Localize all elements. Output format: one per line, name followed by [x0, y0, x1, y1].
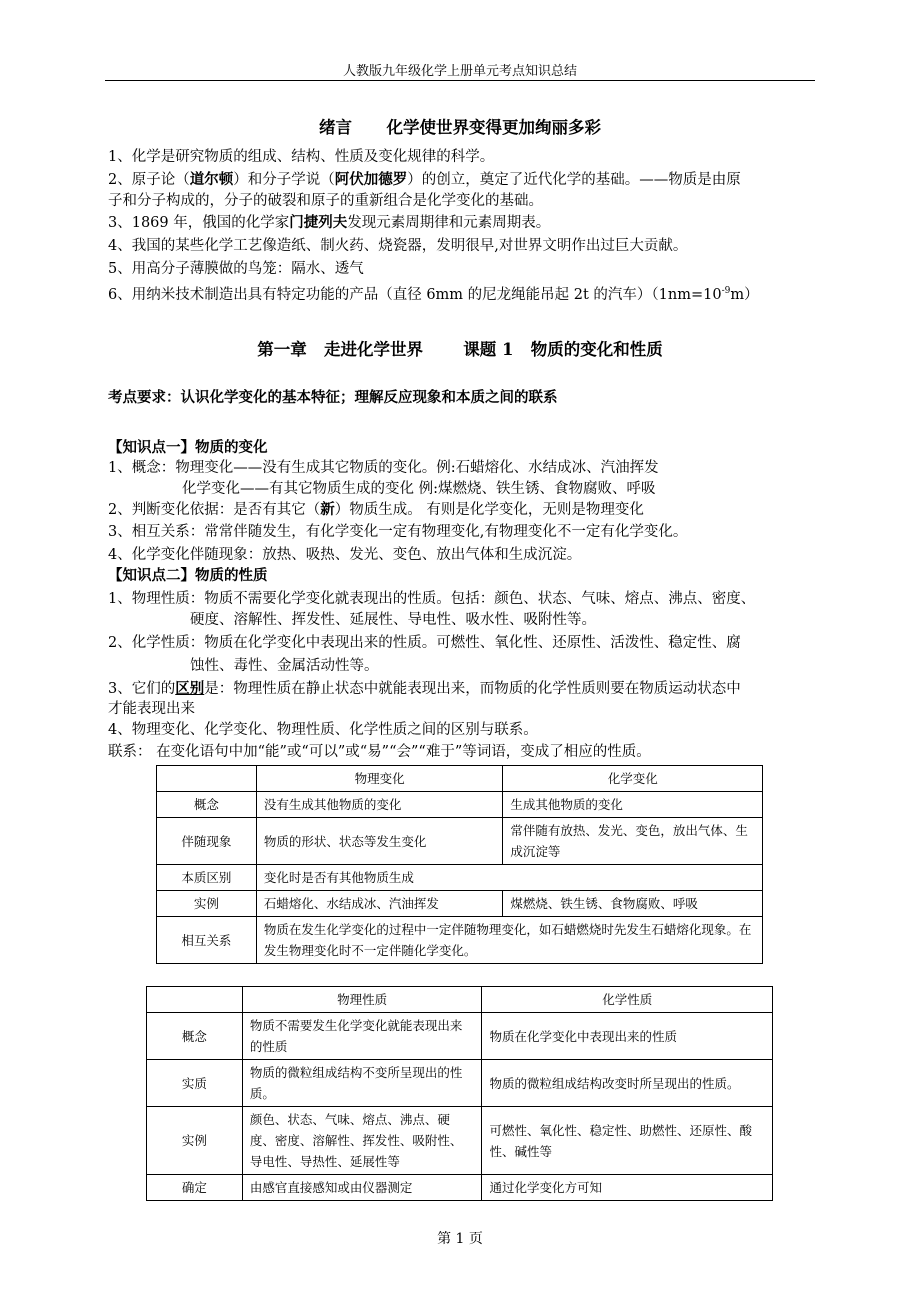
kp2-line-5: 联系： 在变化语句中加“能”或“可以”或“易”“会”“难于”等词语，变成了相应的性质。 [108, 744, 651, 760]
intro-line-5: 5、用高分子薄膜做的鸟笼：隔水、透气 [108, 261, 364, 277]
kp2-line-2: 2、化学性质：物质在化学变化中表现出来的性质。可燃性、氧化性、还原性、活泼性、稳定性、腐 [108, 635, 741, 651]
table-cell: 常伴随有放热、发光、变色，放出气体、生成沉淀等 [503, 818, 763, 865]
dalton-name: 道尔顿 [189, 171, 234, 188]
kp2-heading: 【知识点二】物质的性质 [108, 567, 268, 584]
table-cell: 石蜡熔化、水结成冰、汽油挥发 [256, 891, 503, 917]
table-header: 化学性质 [482, 987, 773, 1013]
table-row [147, 1060, 773, 1107]
table-cell: 物质的微粒组成结构不变所呈现出的性质。 [242, 1060, 482, 1107]
row-label: 实例 [157, 891, 257, 917]
table-cell: 生成其他物质的变化 [503, 792, 763, 818]
kp1-line-3: 2、判断变化依据：是否有其它（新）物质生成。 有则是化学变化，无则是物理变化 [108, 501, 644, 518]
table-cell: 煤燃烧、铁生锈、食物腐败、呼吸 [503, 891, 763, 917]
table-cell: 变化时是否有其他物质生成 [256, 865, 762, 891]
table-row [157, 792, 763, 818]
kp2-line-3: 3、它们的区别是：物理性质在静止状态中就能表现出来，而物质的化学性质则要在物质运动状态中 [108, 680, 741, 697]
difference-keyword: 区别 [175, 680, 205, 697]
table-cell: 物质的微粒组成结构改变时所呈现出的性质。 [482, 1060, 773, 1107]
exam-requirement: 考点要求：认识化学变化的基本特征；理解反应现象和本质之间的联系 [108, 389, 558, 406]
table-row [157, 766, 763, 792]
kp2-line-1: 1、物理性质：物质不需要化学变化就表现出的性质。包括：颜色、状态、气味、熔点、沸点、密度、 [108, 591, 756, 607]
kp1-line-4: 3、相互关系：常常伴随发生，有化学变化一定有物理变化,有物理变化不一定有化学变化。 [108, 524, 688, 540]
table-row [147, 1175, 773, 1201]
row-label: 伴随现象 [157, 818, 257, 865]
intro-line-2-cont: 子和分子构成的，分子的破裂和原子的重新组合是化学变化的基础。 [108, 193, 543, 209]
row-label: 实例 [147, 1107, 243, 1175]
table-header: 化学变化 [503, 766, 763, 792]
chapter-title: 第一章 走进化学世界 课题 1 物质的变化和性质 [257, 340, 663, 359]
table-row [157, 865, 763, 891]
table-cell [157, 766, 257, 792]
table-cell [147, 987, 243, 1013]
table-row [147, 987, 773, 1013]
kp2-line-3c: 才能表现出来 [108, 701, 195, 717]
new-keyword: 新 [320, 501, 335, 518]
kp2-line-1b: 硬度、溶解性、挥发性、延展性、导电性、吸水性、吸附性等。 [190, 612, 596, 628]
intro-line-3: 3、1869 年，俄国的化学家门捷列夫发现元素周期律和元素周期表。 [108, 214, 551, 231]
kp1-line-1: 1、概念：物理变化——没有生成其它物质的变化。例:石蜡熔化、水结成冰、汽油挥发 [108, 460, 659, 476]
table-cell: 物质在化学变化中表现出来的性质 [482, 1013, 773, 1060]
table-cell: 可燃性、氧化性、稳定性、助燃性、还原性、酸性、碱性等 [482, 1107, 773, 1175]
table-cell: 物质在发生化学变化的过程中一定伴随物理变化，如石蜡燃烧时先发生石蜡熔化现象。在发生物理变化时不一定伴随化学变化。 [256, 917, 762, 964]
avogadro-name: 阿伏加德罗 [334, 171, 408, 188]
header-rule [105, 80, 815, 81]
kp1-heading: 【知识点一】物质的变化 [108, 439, 268, 456]
table-cell: 通过化学变化方可知 [482, 1175, 773, 1201]
property-comparison-table [146, 986, 773, 1201]
table-row [147, 1013, 773, 1060]
mendeleev-name: 门捷列夫 [289, 214, 348, 231]
kp1-line-2: 化学变化——有其它物质生成的变化 例:煤燃烧、铁生锈、食物腐败、呼吸 [182, 481, 656, 497]
table-row [157, 891, 763, 917]
table-row [157, 818, 763, 865]
intro-title: 绪言 化学使世界变得更加绚丽多彩 [319, 118, 601, 137]
row-label: 确定 [147, 1175, 243, 1201]
row-label: 概念 [157, 792, 257, 818]
table-cell: 颜色、状态、气味、熔点、沸点、硬度、密度、溶解性、挥发性、吸附性、导电性、导热性、延展性等 [242, 1107, 482, 1175]
intro-line-1: 1、化学是研究物质的组成、结构、性质及变化规律的科学。 [108, 149, 495, 165]
page-header: 人教版九年级化学上册单元考点知识总结 [342, 64, 577, 79]
intro-line-4: 4、我国的某些化学工艺像造纸、制火药、烧瓷器，发明很早,对世界文明作出过巨大贡献。 [108, 238, 688, 254]
intro-line-6: 6、用纳米技术制造出具有特定功能的产品（直径 6mm 的尼龙绳能吊起 2t 的汽车）$(1nm=10^{-9}m)$ [108, 286, 759, 303]
kp2-line-4: 4、物理变化、化学变化、物理性质、化学性质之间的区别与联系。 [108, 722, 538, 738]
page-number: 第 1 页 [437, 1231, 483, 1247]
table-header: 物理变化 [256, 766, 503, 792]
kp2-line-2b: 蚀性、毒性、金属活动性等。 [190, 658, 379, 674]
kp1-line-5: 4、化学变化伴随现象：放热、吸热、发光、变色、放出气体和生成沉淀。 [108, 547, 582, 563]
table-cell: 由感官直接感知或由仪器测定 [242, 1175, 482, 1201]
row-label: 相互关系 [157, 917, 257, 964]
row-label: 概念 [147, 1013, 243, 1060]
table-row [147, 1107, 773, 1175]
table-cell: 没有生成其他物质的变化 [256, 792, 503, 818]
row-label: 本质区别 [157, 865, 257, 891]
table-row [157, 917, 763, 964]
intro-line-2: 2、原子论（道尔顿）和分子学说（阿伏加德罗）的创立，奠定了近代化学的基础。——物质是由原 [108, 171, 741, 188]
change-comparison-table [156, 765, 763, 964]
table-header: 物理性质 [242, 987, 482, 1013]
row-label: 实质 [147, 1060, 243, 1107]
table-cell: 物质不需要发生化学变化就能表现出来的性质 [242, 1013, 482, 1060]
table-cell: 物质的形状、状态等发生变化 [256, 818, 503, 865]
